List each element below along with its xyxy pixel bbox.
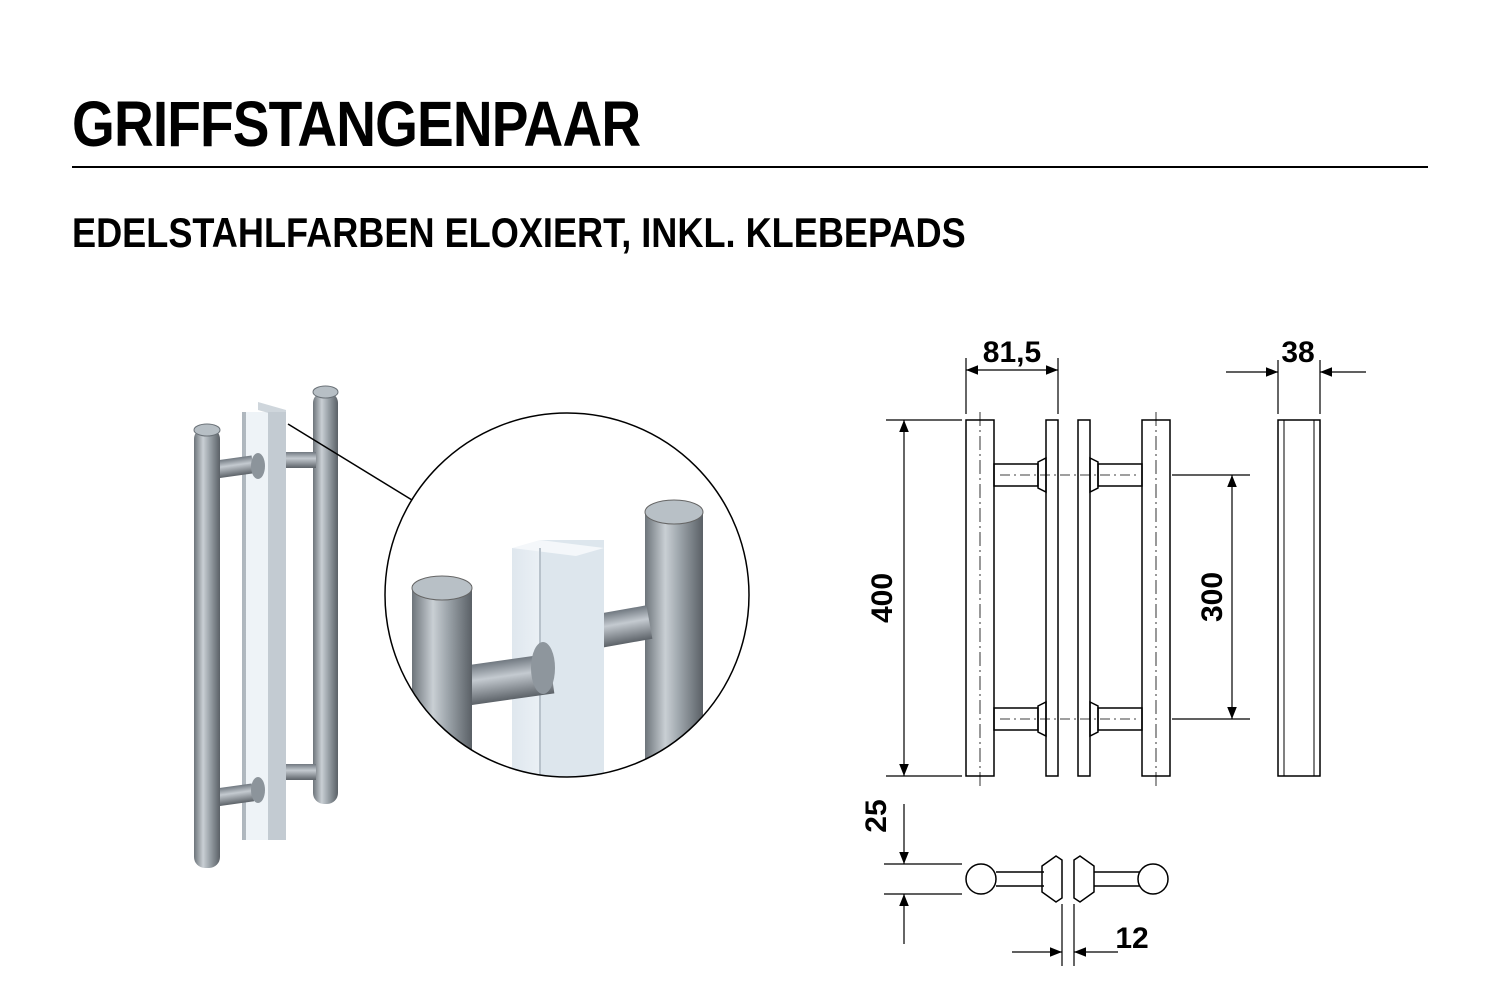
page-subtitle: EDELSTAHLFARBEN ELOXIERT, INKL. KLEBEPADS [72, 209, 966, 256]
dimension-rod-diameter-label: 25 [860, 799, 893, 833]
front-view-drawing [966, 412, 1170, 786]
top-view-drawing [966, 856, 1168, 902]
dimension-hole-spacing-label: 300 [1196, 571, 1229, 623]
dimension-width-label: 81,5 [982, 336, 1042, 369]
side-view-drawing [1278, 420, 1320, 776]
detail-zoom [380, 410, 760, 805]
dimension-depth-label: 38 [1281, 336, 1315, 369]
dimension-total-height-label: 400 [866, 572, 899, 624]
product-illustration [194, 386, 338, 868]
dimension-glass-gap [1012, 904, 1118, 966]
dimension-glass-gap-label: 12 [1115, 922, 1149, 955]
page-title: GRIFFSTANGENPAAR [72, 88, 641, 160]
dimension-rod-diameter [884, 804, 962, 944]
